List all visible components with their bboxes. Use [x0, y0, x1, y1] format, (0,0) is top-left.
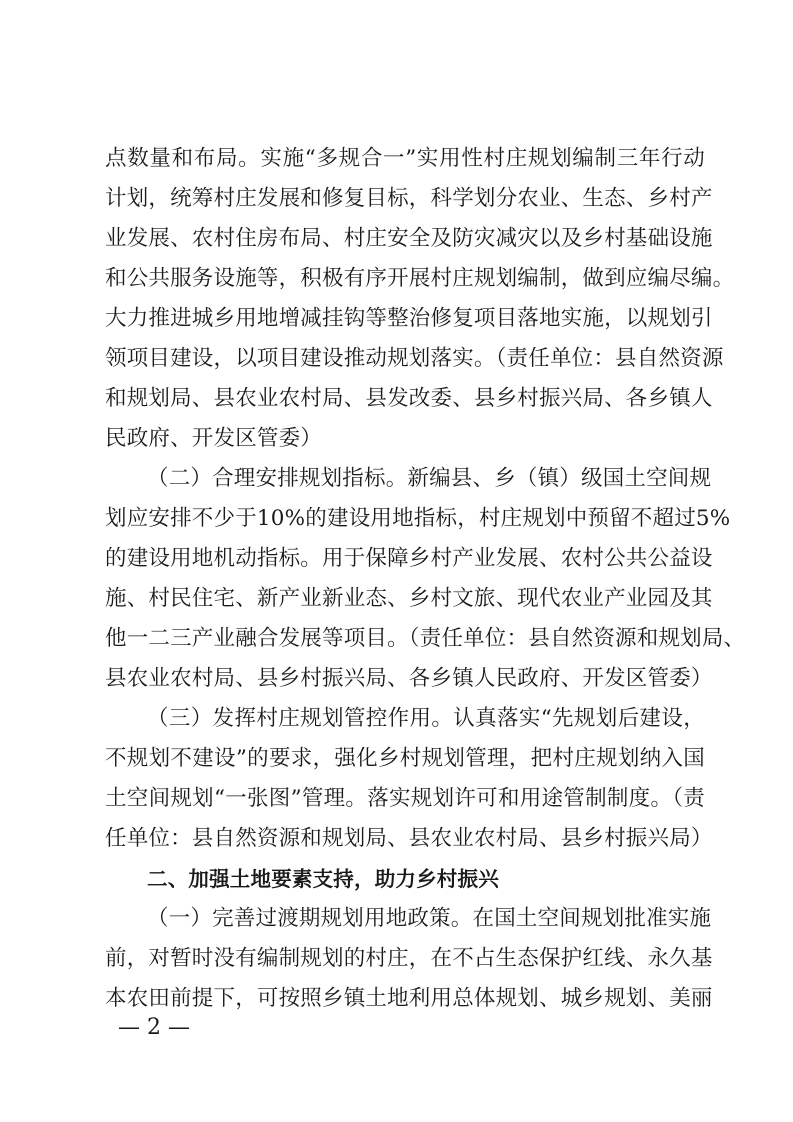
body-text-line: 任单位：县自然资源和规划局、县农业农村局、县乡村振兴局） [105, 826, 713, 851]
paragraph-start-line: （三）发挥村庄规划管控作用。认真落实“先规划后建设， [147, 706, 705, 731]
paragraph-start-line: （一）完善过渡期规划用地政策。在国土空间规划批准实施 [147, 906, 712, 931]
body-text-line: 业发展、农村住房布局、村庄安全及防灾减灾以及乡村基础设施 [105, 226, 713, 251]
body-text-line: 和规划局、县农业农村局、县发改委、县乡村振兴局、各乡镇人 [105, 386, 713, 411]
body-text-line: 大力推进城乡用地增减挂钩等整治修复项目落地实施，以规划引 [105, 306, 713, 331]
body-text-line: 施、村民住宅、新产业新业态、乡村文旅、现代农业产业园及其 [105, 586, 713, 611]
body-text-line: 民政府、开发区管委） [105, 426, 323, 451]
body-text-line: 本农田前提下，可按照乡镇土地利用总体规划、城乡规划、美丽 [105, 986, 713, 1011]
body-text-line: 领项目建设，以项目建设推动规划落实。（责任单位：县自然资源 [105, 346, 724, 371]
paragraph-start-line: （二）合理安排规划指标。新编县、乡（镇）级国土空间规 [147, 466, 712, 491]
body-text-line: 他一二三产业融合发展等项目。（责任单位：县自然资源和规划局、 [105, 626, 746, 651]
body-text-line: 和公共服务设施等，积极有序开展村庄规划编制，做到应编尽编。 [105, 266, 735, 291]
body-text-line: 计划，统筹村庄发展和修复目标，科学划分农业、生态、乡村产 [105, 186, 713, 211]
body-text-line: 不规划不建设”的要求，强化乡村规划管理，把村庄规划纳入国 [105, 746, 705, 771]
body-text-line: 土空间规划“一张图”管理。落实规划许可和用途管制制度。（责 [105, 786, 705, 811]
section-heading: 二、加强土地要素支持，助力乡村振兴 [147, 867, 499, 891]
body-text-line: 前，对暂时没有编制规划的村庄，在不占生态保护红线、永久基 [105, 946, 713, 971]
body-text-line: 的建设用地机动指标。用于保障乡村产业发展、农村公共公益设 [105, 546, 713, 571]
body-text-line: 划应安排不少于10%的建设用地指标，村庄规划中预留不超过5% [105, 506, 731, 531]
body-text-line: 县农业农村局、县乡村振兴局、各乡镇人民政府、开发区管委） [105, 666, 713, 691]
page-number: — 2 — [118, 1015, 190, 1040]
body-text-line: 点数量和布局。实施“多规合一”实用性村庄规划编制三年行动 [105, 146, 705, 171]
